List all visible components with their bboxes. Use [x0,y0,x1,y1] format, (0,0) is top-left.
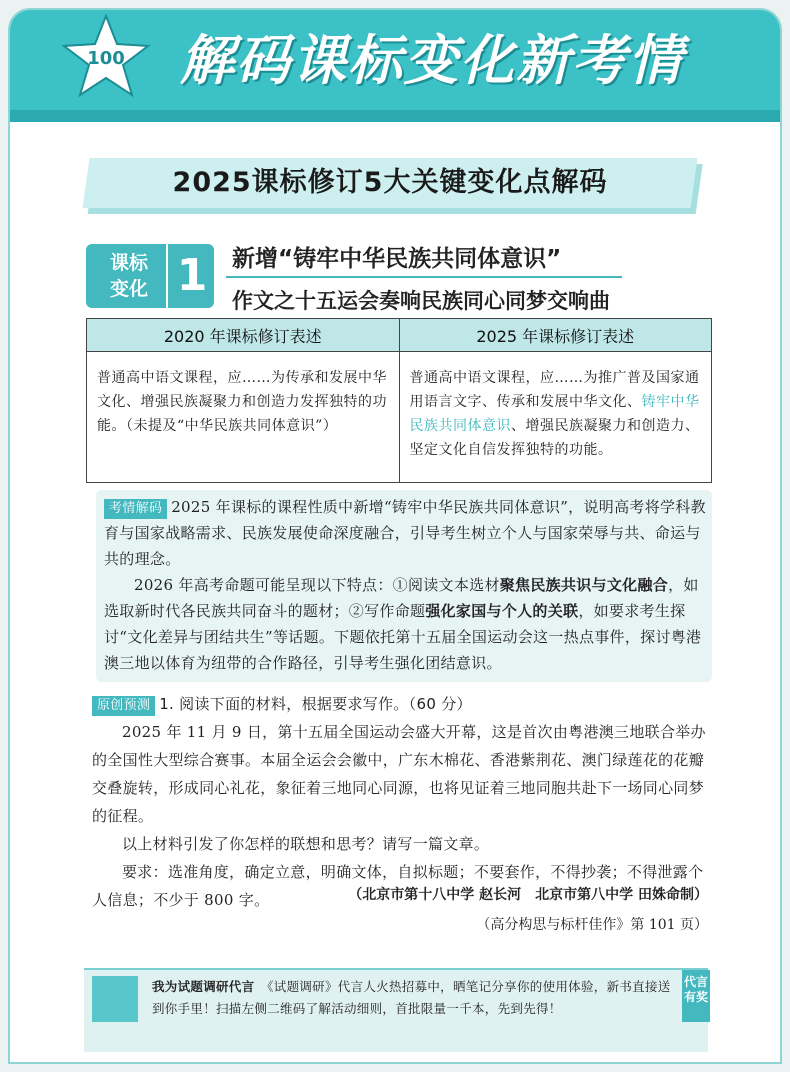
footer-bold: 我为试题调研代言 [152,979,255,994]
change-subheadline: 作文之十五运会奏响民族同心同梦交响曲 [232,289,610,313]
change-headline: 新增“铸牢中华民族共同体意识” [232,246,562,272]
writing-task [92,690,712,914]
p2-text-a: 2026 年高考命题可能呈现以下特点：①阅读文本选材 [134,576,500,594]
task-tag: 原创预测 [92,696,155,716]
task-prompt: 以上材料引发了你怎样的联想和思考？请写一篇文章。 [122,835,490,853]
footer-side-badge [682,970,710,1022]
task-material: 2025 年 11 月 9 日，第十五届全国运动会盛大开幕，这是首次由粤港澳三地联合举办的全国性大型综合赛事。本届全运会会徽中，广东木棉花、香港紫荆花、澳门绿莲花的花瓣交叠旋转，形成同心礼花，象征着三地同心同源，也将见证着三地同胞共赴下一场同心同梦的征程。 [92,723,706,825]
cell-2020-text: 普通高中语文课程，应……为传承和发展中华文化、增强民族凝聚力和创造力发挥独特的功能。（未提及“中华民族共同体意识”） [97,370,387,434]
task-reference: （高分构思与标杆佳作》第 101 页） [476,917,708,933]
header-2020: 2020 年课标修订表述 [87,319,400,352]
interpretation-text [104,494,708,676]
cell-2020 [87,352,400,483]
interpretation-paragraph-2 [104,572,708,676]
cell-2025-text-a: 普通高中语文课程，应……为推广普及国家通用语言文字、传承和发展中华文化、 [409,370,700,410]
task-heading [92,690,712,718]
headline-divider [226,276,622,278]
change-number: 1 [166,244,216,308]
p2-bold-1: 聚焦民族共识与文化融合 [499,576,669,594]
badge-number: 100 [87,48,125,69]
section-title: 2025课标修订5大关键变化点解码 [172,167,608,198]
change-label [94,250,164,302]
change-label-line2: 变化 [109,278,148,300]
interpretation-paragraph-1 [104,494,708,572]
interpretation-tag: 考情解码 [104,499,167,519]
change-label-line1: 课标 [109,252,148,274]
footer-body: 《试题调研》代言人火热招募中，晒笔记分享你的使用体验，新书直接送到你手里！扫描左侧二维码了解活动细则，首批限量一千本，先到先得！ [152,979,671,1016]
table-row [87,352,712,483]
cell-2025-text-b: 、增强民族凝聚力和创造力、坚定文化自信发挥独特的功能。 [409,418,700,458]
cell-2025 [399,352,712,483]
banner-title: 解码课标变化新考情 [180,29,684,92]
task-credit: （北京市第十八中学 赵长河 北京市第八中学 田姝命制） [348,887,708,903]
star-badge-icon [60,14,152,98]
task-requirements: 要求：选准角度，确定立意，明确文体，自拟标题；不要套作，不得抄袭；不得泄露个人信息；不少于 800 字。 [92,863,704,909]
p2-text-c: ，如选取新时代各民族共同奋斗的题材；②写作命题 [104,576,699,620]
footer-text [152,976,678,1020]
task-head: 1. 阅读下面的材料，根据要求写作。（60 分） [159,695,472,713]
header-2025: 2025 年课标修订表述 [399,319,712,352]
comparison-table [86,318,712,483]
qr-code-icon[interactable] [92,976,138,1022]
p2-text-d: ，如要求考生探讨“文化差异与团结共生”等话题。下题依托第十五届全国运动会这一热点事件，探讨粤港澳三地以体育为纽带的合作路径，引导考生强化团结意识。 [104,602,702,672]
banner-stripe [10,110,780,122]
p2-bold-2: 强化家国与个人的关联 [425,602,579,620]
footer-side-line2: 有奖 [683,990,708,1004]
cell-2025-highlight: 铸牢中华民族共同体意识 [409,394,700,434]
footer-side-line1: 代言 [683,975,708,989]
table-header-row [87,319,712,352]
interpretation-p1: 2025 年课标的课程性质中新增“铸牢中华民族共同体意识”，说明高考将学科教育与国家战略需求、民族发展使命深度融合，引导考生树立个人与国家荣辱与共、命运与共的理念。 [104,498,706,568]
